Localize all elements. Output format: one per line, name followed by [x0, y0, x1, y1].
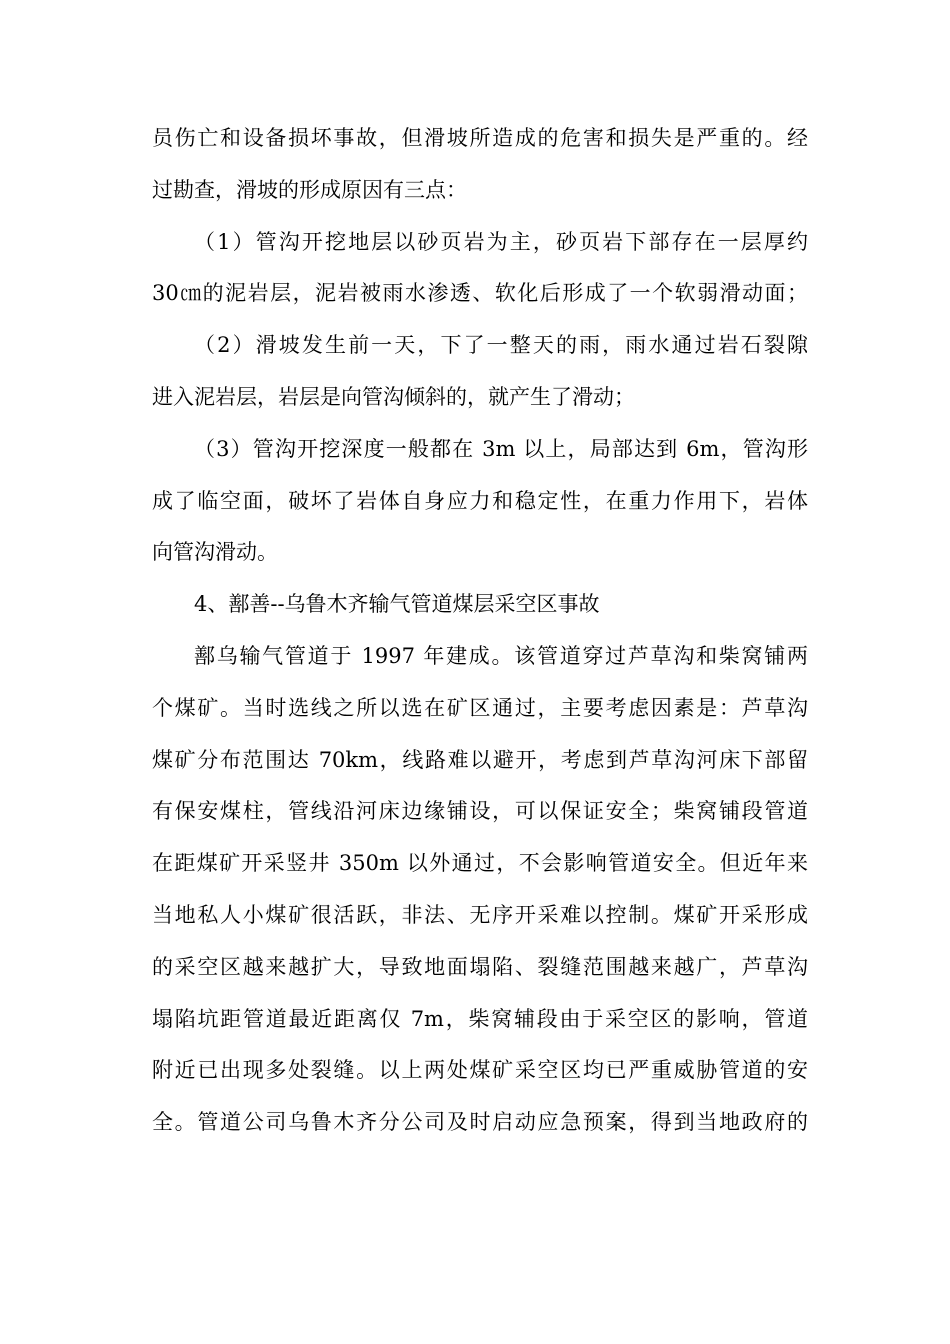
text-line: 附近已出现多处裂缝。以上两处煤矿采空区均已严重威胁管道的安 — [152, 1058, 808, 1083]
text-line: （2）滑坡发生前一天，下了一整天的雨，雨水通过岩石裂隙 — [194, 333, 808, 358]
text-line: 的采空区越来越扩大，导致地面塌陷、裂缝范围越来越广，芦草沟 — [152, 954, 808, 979]
text-line: （3）管沟开挖深度一般都在 3m 以上，局部达到 6m，管沟形 — [194, 436, 808, 461]
text-line: 向管沟滑动。 — [152, 540, 278, 565]
text-line: 全。管道公司乌鲁木齐分公司及时启动应急预案，得到当地政府的 — [152, 1110, 808, 1135]
text-line: 在距煤矿开采竖井 350m 以外通过，不会影响管道安全。但近年来 — [152, 851, 808, 876]
text-line: 当地私人小煤矿很活跃，非法、无序开采难以控制。煤矿开采形成 — [152, 902, 808, 927]
text-line: 有保安煤柱，管线沿河床边缘铺设，可以保证安全；柴窝铺段管道 — [152, 799, 808, 824]
text-line: 成了临空面，破坏了岩体自身应力和稳定性，在重力作用下，岩体 — [152, 488, 808, 513]
text-line: （1）管沟开挖地层以砂页岩为主，砂页岩下部存在一层厚约 — [194, 229, 808, 254]
document-body — [152, 116, 808, 1152]
text-line: 过勘查，滑坡的形成原因有三点： — [152, 177, 467, 202]
text-line: 煤矿分布范围达 70km，线路难以避开，考虑到芦草沟河床下部留 — [152, 747, 808, 772]
text-line: 进入泥岩层，岩层是向管沟倾斜的，就产生了滑动； — [152, 384, 635, 409]
text-line: 鄯乌输气管道于 1997 年建成。该管道穿过芦草沟和柴窝铺两 — [194, 643, 808, 668]
text-line: 30㎝的泥岩层，泥岩被雨水渗透、软化后形成了一个软弱滑动面； — [152, 281, 808, 306]
section-heading: 4、鄯善--乌鲁木齐输气管道煤层采空区事故 — [194, 592, 600, 617]
text-line: 个煤矿。当时选线之所以选在矿区通过，主要考虑因素是：芦草沟 — [152, 695, 808, 720]
text-line: 塌陷坑距管道最近距离仅 7m，柴窝辅段由于采空区的影响，管道 — [152, 1006, 808, 1031]
text-line: 员伤亡和设备损坏事故，但滑坡所造成的危害和损失是严重的。经 — [152, 126, 808, 150]
